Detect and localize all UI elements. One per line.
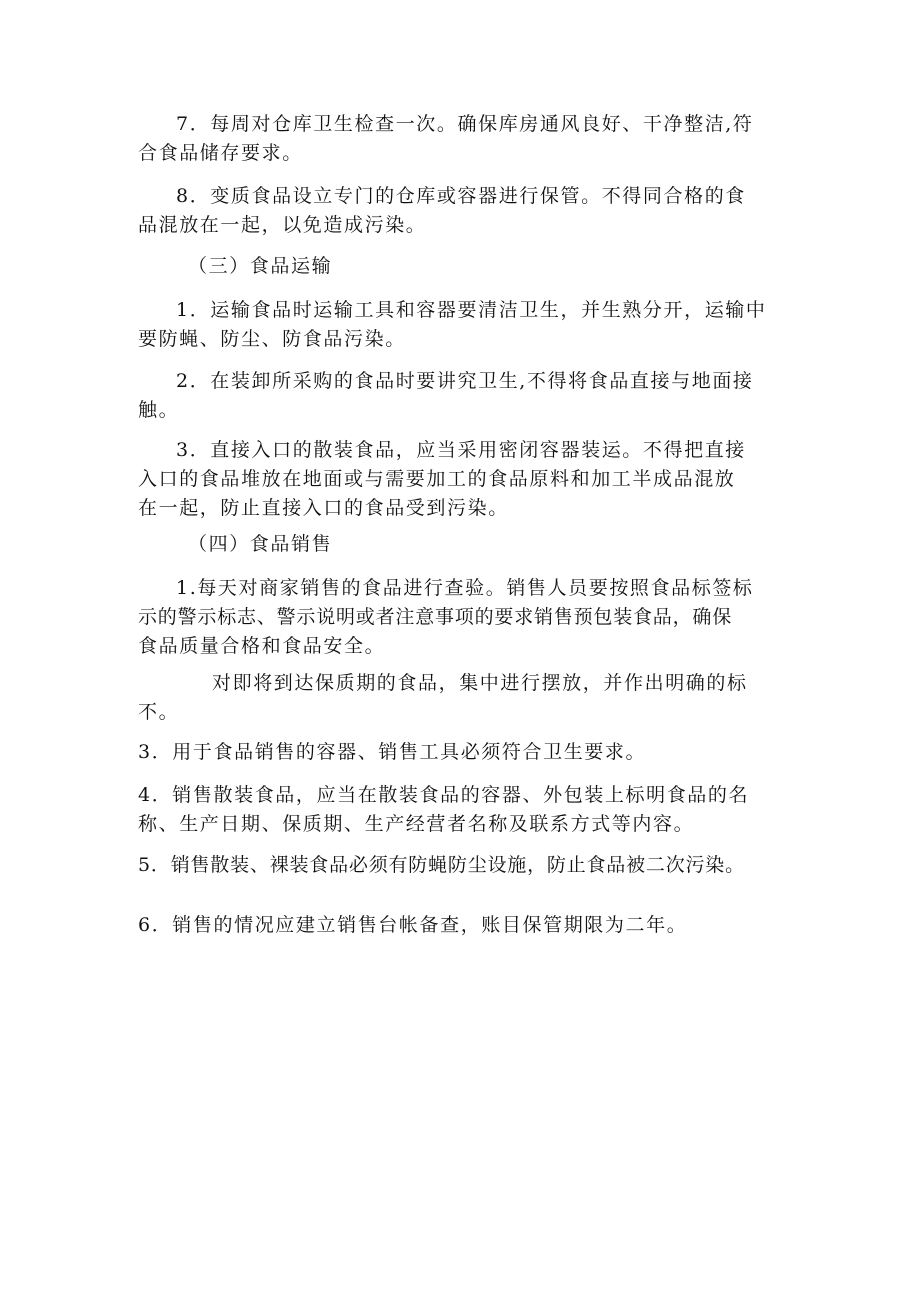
item-7-line-1: 7．每周对仓库卫生检查一次。确保库房通风良好、干净整洁,符 — [176, 113, 754, 135]
section-heading-transport: （三）食品运输 — [188, 255, 333, 277]
sales-item-1-line-3: 食品质量合格和食品安全。 — [138, 635, 386, 657]
sales-item-4-line-2: 称、生产日期、保质期、生产经营者名称及联系方式等内容。 — [138, 813, 695, 835]
sales-item-3: 3．用于食品销售的容器、销售工具必须符合卫生要求。 — [138, 741, 647, 763]
item-7-line-2: 合食品储存要求。 — [138, 142, 303, 164]
item-8-line-1: 8．变质食品设立专门的仓库或容器进行保管。不得同合格的食 — [176, 185, 746, 207]
transport-item-2-line-2: 触。 — [138, 399, 180, 421]
transport-item-1-line-1: 1．运输食品时运输工具和容器要清洁卫生，并生熟分开，运输中 — [176, 299, 767, 321]
sales-note-line-2: 不。 — [138, 701, 180, 723]
sales-item-4-line-1: 4．销售散装食品，应当在散装食品的容器、外包装上标明食品的名 — [138, 784, 750, 806]
transport-item-3-line-2: 入口的食品堆放在地面或与需要加工的食品原料和加工半成品混放 — [138, 468, 736, 490]
transport-item-2-line-1: 2．在装卸所采购的食品时要讲究卫生,不得将食品直接与地面接 — [176, 370, 754, 392]
sales-note-line-1: 对即将到达保质期的食品，集中进行摆放，并作出明确的标 — [212, 672, 748, 694]
sales-item-6: 6．销售的情况应建立销售台帐备查，账目保管期限为二年。 — [138, 914, 688, 936]
item-8-line-2: 品混放在一起，以免造成污染。 — [138, 214, 427, 236]
transport-item-3-line-3: 在一起，防止直接入口的食品受到污染。 — [138, 497, 509, 519]
sales-item-1-line-2: 示的警示标志、警示说明或者注意事项的要求销售预包装食品，确保 — [138, 606, 733, 628]
sales-item-1-line-1: 1.每天对商家销售的食品进行查验。销售人员要按照食品标签标 — [176, 577, 754, 599]
section-heading-sales: （四）食品销售 — [188, 533, 333, 555]
transport-item-3-line-1: 3．直接入口的散装食品，应当采用密闭容器装运。不得把直接 — [176, 439, 746, 461]
transport-item-1-line-2: 要防蝇、防尘、防食品污染。 — [138, 328, 406, 350]
sales-item-5: 5．销售散装、裸装食品必须有防蝇防尘设施，防止食品被二次污染。 — [138, 854, 745, 876]
